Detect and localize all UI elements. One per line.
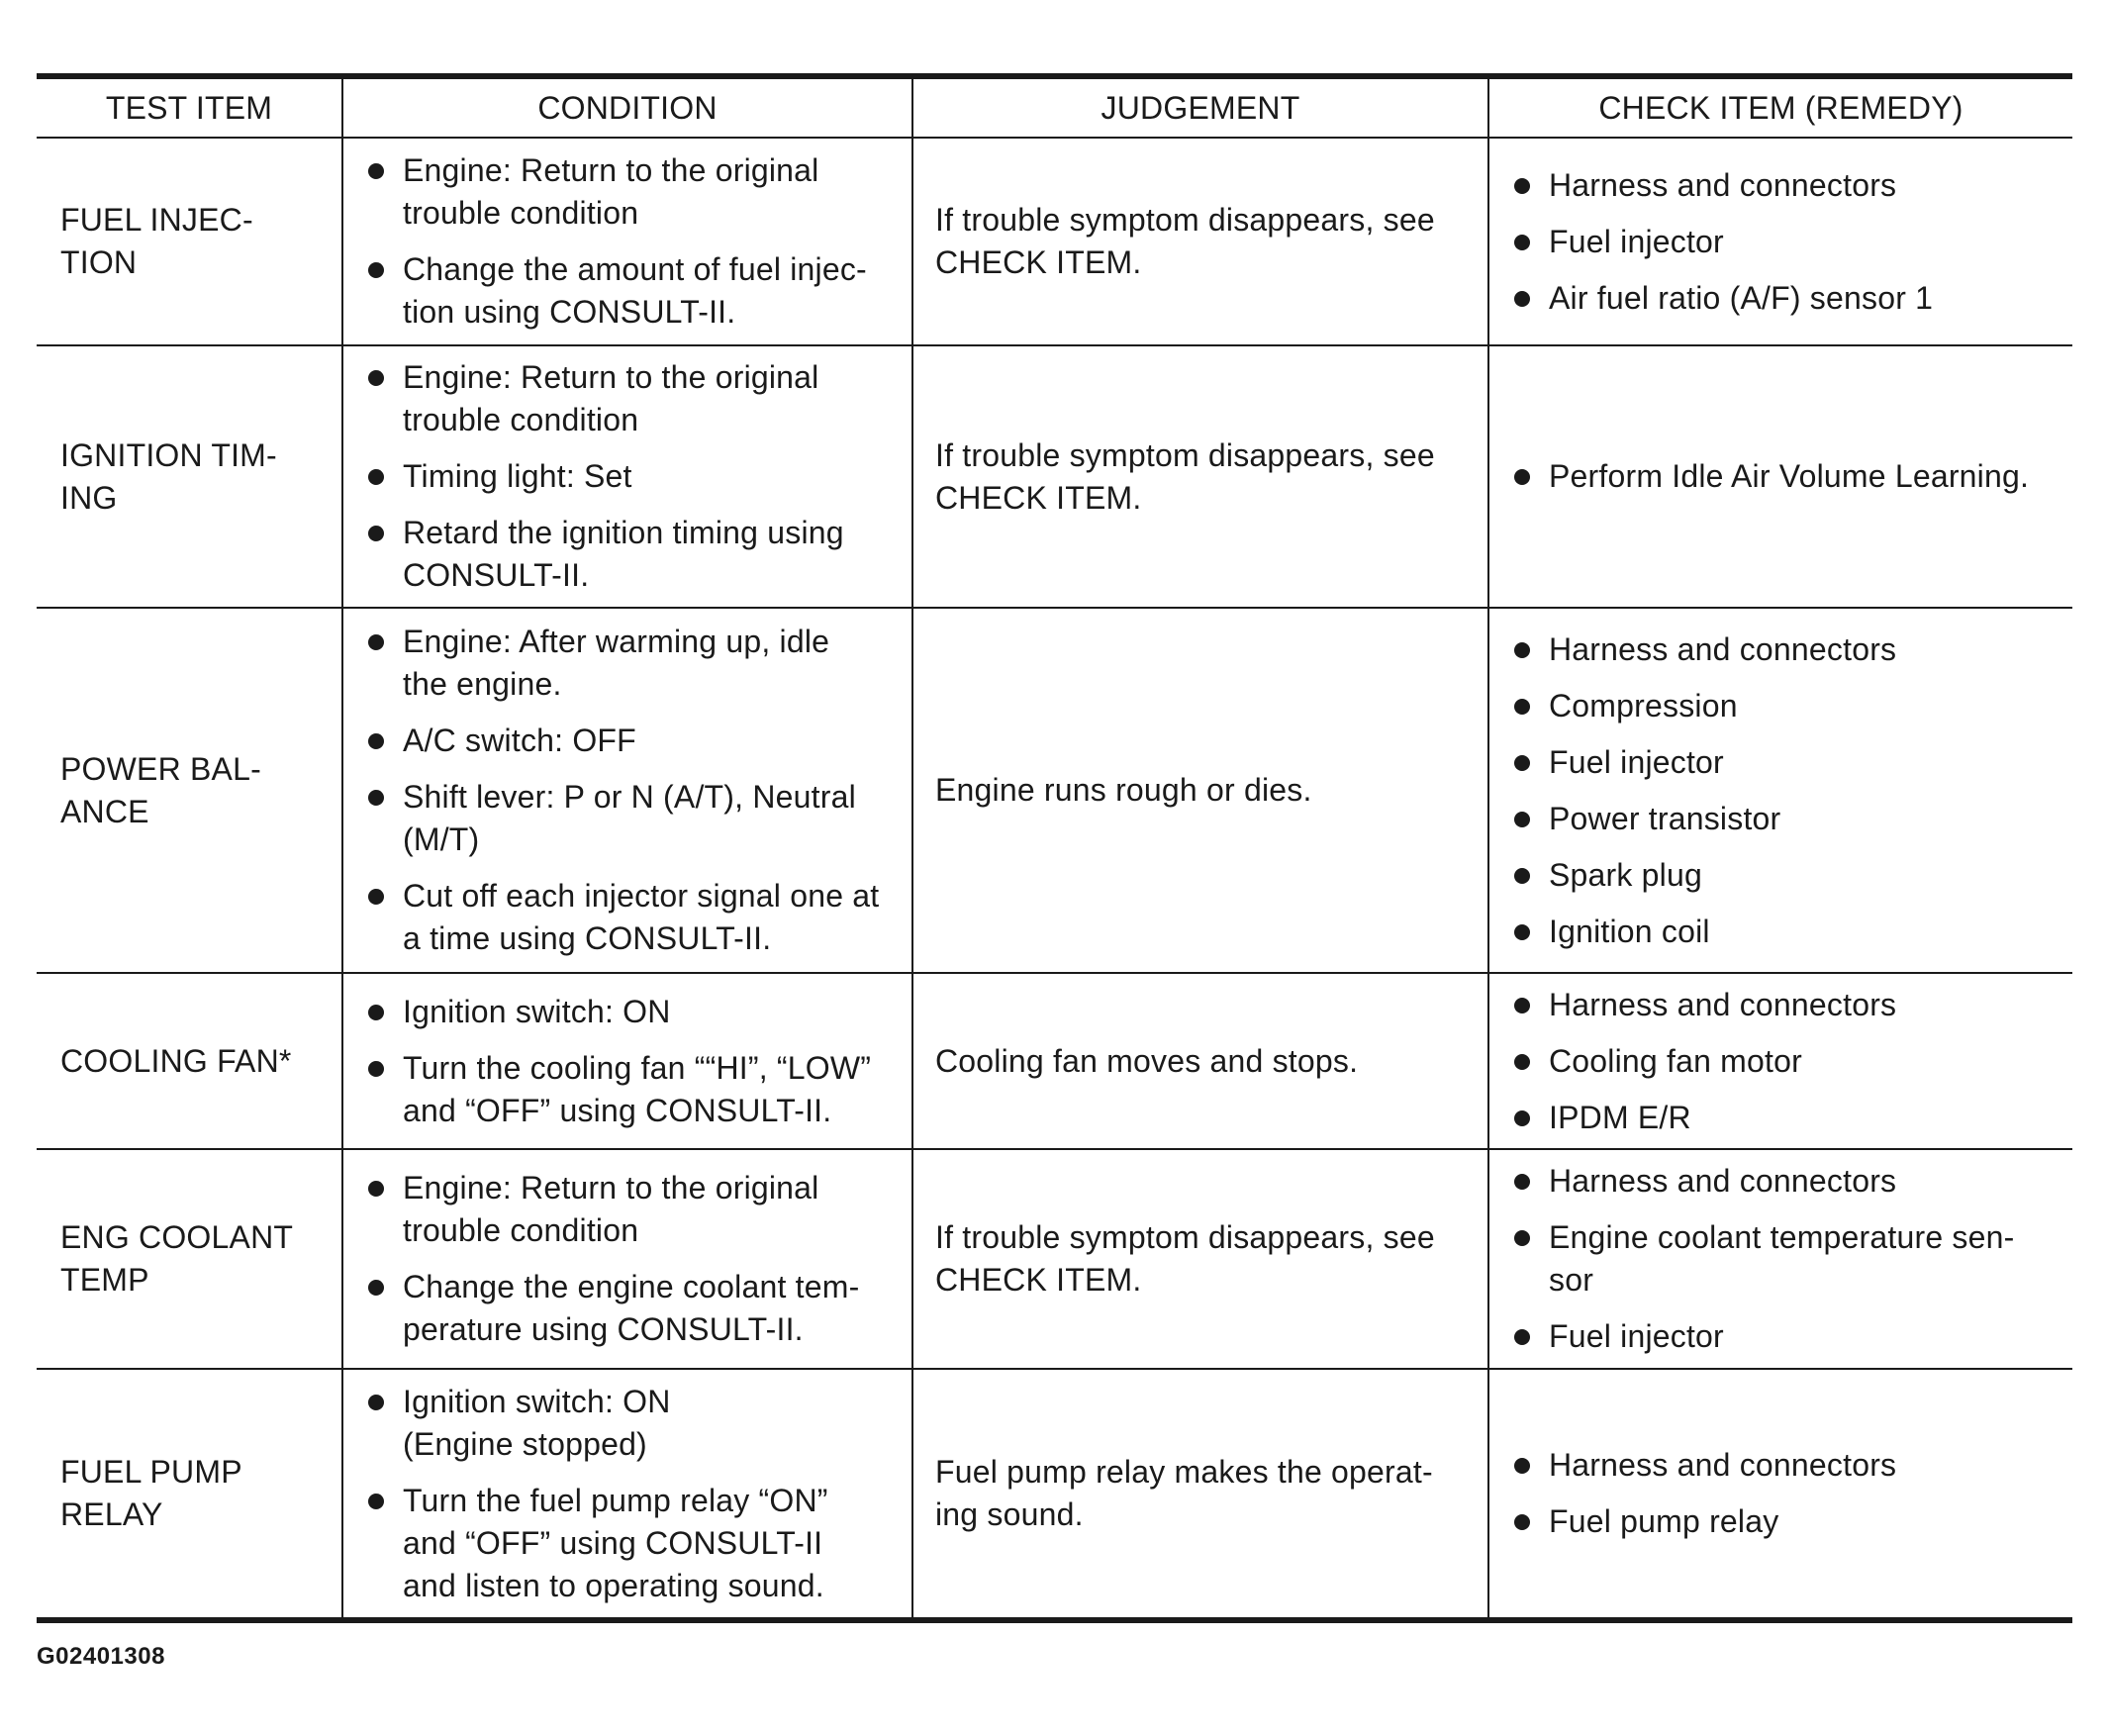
text-line: Cooling fan moves and stops.	[935, 1042, 1359, 1079]
bullet-icon	[368, 262, 384, 278]
list-item	[365, 1381, 898, 1466]
text-line: Engine: Return to the original	[403, 359, 819, 395]
cell-test-item	[37, 1369, 342, 1620]
text-line: A/C switch: OFF	[403, 723, 636, 758]
text-line: (Engine stopped)	[403, 1425, 647, 1462]
text-line: Compression	[1549, 687, 1738, 723]
bullet-icon	[1514, 178, 1530, 194]
bullet-icon	[1514, 1230, 1530, 1246]
cell-judgement	[912, 345, 1488, 608]
text-line: sor	[1549, 1262, 1594, 1298]
text-line: trouble condition	[403, 195, 639, 231]
condition-list	[365, 991, 898, 1132]
text-line: Fuel injector	[1549, 743, 1724, 780]
bullet-icon	[1514, 291, 1530, 307]
list-item	[365, 149, 898, 235]
bullet-icon	[368, 370, 384, 386]
text-line: Engine: Return to the original	[403, 152, 819, 188]
text-line: Turn the cooling fan ““HI”, “LOW”	[403, 1049, 872, 1086]
bullet-icon	[368, 1395, 384, 1410]
text-line: Fuel injector	[1549, 1318, 1724, 1354]
text-line: Change the amount of fuel injec-	[403, 251, 867, 287]
text-line: Engine coolant temperature sen-	[1549, 1219, 2015, 1255]
text-line: If trouble symptom disappears, see	[935, 436, 1435, 473]
cell-judgement	[912, 1149, 1488, 1369]
active-test-table	[37, 73, 2072, 1623]
bullet-icon	[1514, 1110, 1530, 1126]
bullet-icon	[1514, 1458, 1530, 1474]
bullet-icon	[1514, 1054, 1530, 1070]
list-item	[365, 621, 898, 706]
cell-judgement	[912, 973, 1488, 1149]
list-item	[1511, 1444, 2059, 1487]
text-line: ing sound.	[935, 1496, 1084, 1532]
text-line: ENG COOLANT	[60, 1219, 294, 1255]
check-item-list	[1511, 628, 2059, 953]
table-row	[37, 1149, 2072, 1369]
text-line: Engine: Return to the original	[403, 1170, 819, 1206]
list-item	[1511, 1160, 2059, 1203]
bullet-icon	[1514, 469, 1530, 485]
cell-check-item	[1488, 608, 2072, 973]
list-item	[1511, 911, 2059, 953]
bullet-icon	[368, 1005, 384, 1020]
text-line: ING	[60, 479, 118, 516]
text-line: Spark plug	[1549, 856, 1702, 893]
bullet-icon	[368, 1280, 384, 1296]
check-item-list	[1511, 1444, 2059, 1543]
text-line: tion using CONSULT-II.	[403, 294, 736, 330]
list-item	[1511, 1216, 2059, 1302]
text-line: (M/T)	[403, 821, 480, 857]
table-row	[37, 608, 2072, 973]
list-item	[1511, 798, 2059, 840]
text-line: CONSULT-II.	[403, 557, 590, 593]
text-line: Air fuel ratio (A/F) sensor 1	[1549, 279, 1934, 316]
bullet-icon	[1514, 1329, 1530, 1345]
text-line: Ignition switch: ON	[403, 1383, 671, 1419]
cell-test-item	[37, 138, 342, 345]
text-line: POWER BAL-	[60, 750, 261, 787]
cell-test-item	[37, 1149, 342, 1369]
text-line: Ignition switch: ON	[403, 993, 671, 1029]
list-item	[365, 356, 898, 441]
list-item	[1511, 1500, 2059, 1543]
text-line: Retard the ignition timing using	[403, 515, 844, 550]
check-item-list	[1511, 1160, 2059, 1358]
list-item	[1511, 1315, 2059, 1358]
text-line: If trouble symptom disappears, see	[935, 1219, 1435, 1255]
condition-list	[365, 1167, 898, 1351]
condition-list	[365, 621, 898, 960]
text-line: FUEL PUMP	[60, 1454, 242, 1490]
text-line: IGNITION TIM-	[60, 436, 277, 473]
cell-check-item	[1488, 345, 2072, 608]
cell-judgement	[912, 1369, 1488, 1620]
list-item	[1511, 741, 2059, 784]
bullet-icon	[1514, 755, 1530, 771]
bullet-icon	[1514, 235, 1530, 250]
header-test-item: TEST ITEM	[37, 76, 342, 138]
figure-code: G02401308	[37, 1643, 165, 1670]
list-item	[365, 248, 898, 334]
list-item	[1511, 221, 2059, 263]
cell-condition	[342, 608, 912, 973]
condition-list	[365, 149, 898, 334]
bullet-icon	[368, 1494, 384, 1509]
text-line: CHECK ITEM.	[935, 479, 1142, 516]
bullet-icon	[1514, 1174, 1530, 1190]
cell-test-item	[37, 608, 342, 973]
cell-condition	[342, 1149, 912, 1369]
text-line: and “OFF” using CONSULT-II	[403, 1524, 823, 1561]
list-item	[1511, 164, 2059, 207]
header-judgement: JUDGEMENT	[912, 76, 1488, 138]
text-line: Fuel injector	[1549, 223, 1724, 259]
list-item	[365, 875, 898, 960]
condition-list	[365, 356, 898, 597]
list-item	[1511, 628, 2059, 671]
bullet-icon	[368, 733, 384, 749]
list-item	[1511, 685, 2059, 727]
bullet-icon	[1514, 998, 1530, 1013]
table-body	[37, 138, 2072, 1620]
list-item	[365, 1047, 898, 1132]
text-line: Harness and connectors	[1549, 1163, 1897, 1199]
table-row	[37, 1369, 2072, 1620]
bullet-icon	[368, 163, 384, 179]
bullet-icon	[368, 634, 384, 650]
list-item	[1511, 854, 2059, 897]
cell-condition	[342, 345, 912, 608]
text-line: COOLING FAN*	[60, 1042, 292, 1079]
text-line: RELAY	[60, 1496, 163, 1532]
text-line: Shift lever: P or N (A/T), Neutral	[403, 779, 856, 815]
text-line: If trouble symptom disappears, see	[935, 202, 1435, 238]
list-item	[365, 720, 898, 762]
bullet-icon	[368, 1181, 384, 1197]
text-line: Timing light: Set	[403, 458, 632, 494]
list-item	[1511, 1097, 2059, 1139]
cell-check-item	[1488, 1149, 2072, 1369]
header-condition: CONDITION	[342, 76, 912, 138]
text-line: perature using CONSULT-II.	[403, 1311, 804, 1347]
list-item	[365, 1266, 898, 1351]
text-line: FUEL INJEC-	[60, 202, 253, 238]
active-test-document	[37, 73, 2072, 1623]
cell-condition	[342, 973, 912, 1149]
bullet-icon	[368, 469, 384, 485]
cell-check-item	[1488, 138, 2072, 345]
text-line: and listen to operating sound.	[403, 1567, 824, 1603]
bullet-icon	[1514, 812, 1530, 827]
text-line: the engine.	[403, 666, 562, 702]
list-item	[365, 991, 898, 1033]
cell-test-item	[37, 345, 342, 608]
bullet-icon	[1514, 1514, 1530, 1530]
text-line: Ignition coil	[1549, 913, 1710, 949]
table-row	[37, 973, 2072, 1149]
text-line: ANCE	[60, 793, 149, 829]
text-line: CHECK ITEM.	[935, 244, 1142, 280]
text-line: a time using CONSULT-II.	[403, 920, 772, 956]
condition-list	[365, 1381, 898, 1607]
bullet-icon	[1514, 924, 1530, 940]
bullet-icon	[368, 790, 384, 806]
list-item	[365, 1167, 898, 1252]
list-item	[365, 512, 898, 597]
text-line: IPDM E/R	[1549, 1099, 1691, 1135]
text-line: Perform Idle Air Volume Learning.	[1549, 458, 2030, 494]
bullet-icon	[1514, 642, 1530, 658]
text-line: Engine runs rough or dies.	[935, 772, 1312, 808]
list-item	[1511, 984, 2059, 1026]
check-item-list	[1511, 164, 2059, 320]
text-line: Harness and connectors	[1549, 630, 1897, 667]
list-item	[1511, 1040, 2059, 1083]
cell-judgement	[912, 138, 1488, 345]
bullet-icon	[1514, 699, 1530, 715]
list-item	[365, 1480, 898, 1607]
list-item	[1511, 277, 2059, 320]
cell-check-item	[1488, 973, 2072, 1149]
bullet-icon	[1514, 868, 1530, 884]
text-line: Harness and connectors	[1549, 986, 1897, 1022]
text-line: Power transistor	[1549, 800, 1781, 836]
text-line: Harness and connectors	[1549, 166, 1897, 203]
cell-condition	[342, 138, 912, 345]
text-line: Turn the fuel pump relay “ON”	[403, 1482, 828, 1518]
list-item	[365, 455, 898, 498]
table-row	[37, 138, 2072, 345]
header-check-item: CHECK ITEM (REMEDY)	[1488, 76, 2072, 138]
table-header-row	[37, 76, 2072, 138]
text-line: Fuel pump relay	[1549, 1503, 1779, 1539]
cell-test-item	[37, 973, 342, 1149]
table-row	[37, 345, 2072, 608]
bullet-icon	[368, 526, 384, 541]
text-line: trouble condition	[403, 1212, 639, 1248]
text-line: Change the engine coolant tem-	[403, 1269, 860, 1304]
bullet-icon	[368, 1061, 384, 1077]
cell-judgement	[912, 608, 1488, 973]
cell-check-item	[1488, 1369, 2072, 1620]
text-line: Cut off each injector signal one at	[403, 878, 880, 914]
check-item-list	[1511, 984, 2059, 1139]
text-line: Engine: After warming up, idle	[403, 624, 830, 659]
text-line: Cooling fan motor	[1549, 1042, 1802, 1079]
cell-condition	[342, 1369, 912, 1620]
text-line: Fuel pump relay makes the operat-	[935, 1454, 1433, 1490]
bullet-icon	[368, 889, 384, 905]
text-line: Harness and connectors	[1549, 1447, 1897, 1483]
text-line: TEMP	[60, 1262, 149, 1298]
list-item	[365, 776, 898, 861]
list-item	[1511, 455, 2059, 498]
text-line: and “OFF” using CONSULT-II.	[403, 1092, 832, 1128]
check-item-list	[1511, 455, 2059, 498]
text-line: TION	[60, 244, 138, 280]
text-line: trouble condition	[403, 402, 639, 437]
text-line: CHECK ITEM.	[935, 1262, 1142, 1298]
